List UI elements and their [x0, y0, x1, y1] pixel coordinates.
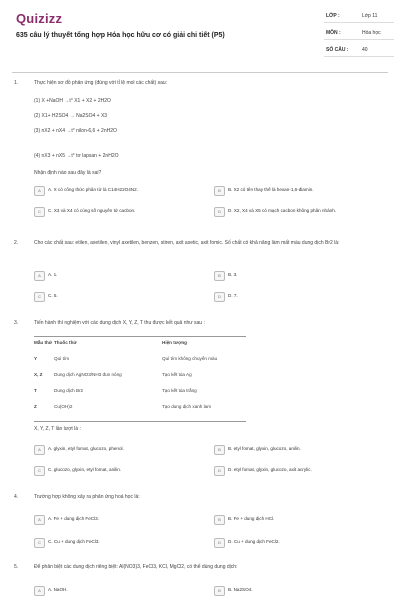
option-text: D. Cu + dung dịch FeCl2. — [228, 539, 280, 544]
question-text: Trường hợp không xảy ra phản ứng hoá học là: — [34, 494, 140, 500]
answer-option-a[interactable] — [34, 585, 208, 595]
answer-option-a[interactable] — [34, 444, 208, 454]
answer-option-a[interactable] — [34, 270, 208, 280]
answer-option-a[interactable] — [34, 185, 208, 195]
table-cell: T — [34, 388, 37, 393]
table-cell: Cu(OH)2 — [54, 404, 73, 409]
answer-option-b[interactable] — [214, 514, 388, 524]
question-prompt: Nhận định nào sau đây là sai? — [34, 170, 102, 176]
answer-option-d[interactable] — [214, 465, 388, 475]
meta-value: Hóa học — [362, 30, 381, 36]
option-text: D. etyl fomat, glyxin, glucozo, axit acrylic. — [228, 467, 312, 472]
reaction-line: (4) nX3 + nX5 →t° tơ lapsan + 2nH2O — [34, 153, 119, 159]
option-text: D. X2, X4 và X5 có mạch cacbon không phân nhánh. — [228, 208, 337, 213]
answer-option-b[interactable] — [214, 444, 388, 454]
option-letter: D — [214, 207, 225, 217]
table-cell: Quì tím — [54, 356, 70, 361]
results-table — [34, 336, 246, 422]
answer-option-c[interactable] — [34, 206, 208, 216]
table-cell: Tạo dung dịch xanh lam — [162, 404, 212, 409]
document-title: 635 câu lý thuyết tổng hợp Hóa học hữu cơ có giải chi tiết (P5) — [16, 32, 225, 39]
option-text: A. Fe + dung dịch FeCl3. — [48, 516, 99, 521]
table-cell: Y — [34, 356, 38, 361]
option-letter: D — [214, 292, 225, 302]
table-header: Hiện tượng — [162, 340, 187, 345]
question-number: 5. — [14, 564, 19, 570]
table-cell: Tạo kết tủa trắng — [162, 388, 197, 393]
table-row — [34, 369, 246, 381]
meta-label: SỐ CÂU : — [326, 47, 349, 53]
question-text: Thực hiện sơ đồ phản ứng (đúng với tỉ lệ mol các chất) sau: — [34, 80, 168, 86]
table-cell: Z — [34, 404, 37, 409]
quizizz-logo: Quizizz — [16, 11, 63, 26]
answer-option-c[interactable] — [34, 291, 208, 301]
answer-option-d[interactable] — [214, 206, 388, 216]
option-letter: C — [34, 292, 45, 302]
option-letter: C — [34, 466, 45, 476]
option-text: A. NaOH. — [48, 587, 68, 592]
option-text: A. glyxin, etyl fomat, glucozo, phenol. — [48, 446, 124, 451]
option-letter: A — [34, 586, 45, 596]
answer-option-b[interactable] — [214, 185, 388, 195]
table-cell: X, Z — [34, 372, 43, 377]
table-row — [34, 353, 246, 365]
question-prompt: X, Y, Z, T lần lượt là : — [34, 426, 81, 432]
option-text: A. 1. — [48, 272, 58, 277]
option-letter: B — [214, 586, 225, 596]
table-cell: Quì tím không chuyển màu — [162, 356, 218, 361]
option-letter: A — [34, 271, 45, 281]
table-cell: Tạo kết tủa Ag — [162, 372, 192, 377]
answer-option-b[interactable] — [214, 270, 388, 280]
option-text: C. 5. — [48, 293, 58, 298]
option-letter: A — [34, 515, 45, 525]
question-text: Tiến hành thí nghiệm với các dung dịch X, Y, Z, T thu được kết quả như sau : — [34, 320, 205, 326]
answer-option-d[interactable] — [214, 537, 388, 547]
option-letter: B — [214, 515, 225, 525]
option-letter: C — [34, 538, 45, 548]
reaction-line: (1) X +NaOH →t° X1 + X2 + 2H2O — [34, 98, 111, 104]
option-text: C. Cu + dung dịch FeCl3. — [48, 539, 100, 544]
question-text: Để phân biệt các dung dịch riêng biệt: Al(NO3)3, FeCl3, KCl, MgCl2, có thể dùng dung dịch: — [34, 564, 238, 570]
answer-option-b[interactable] — [214, 585, 388, 595]
table-header-row — [34, 337, 246, 349]
question-number: 3. — [14, 320, 19, 326]
header-divider — [12, 72, 388, 73]
meta-value: Lớp 11 — [362, 13, 378, 19]
question-number: 2. — [14, 240, 19, 246]
table-header: Thuốc thử — [54, 340, 77, 345]
table-row — [34, 401, 246, 413]
meta-value: 40 — [362, 47, 368, 53]
answer-option-c[interactable] — [34, 465, 208, 475]
option-text: C. X3 và X4 có cùng số nguyên tử cacbon. — [48, 208, 136, 213]
question-text: Cho các chất sau: etilen, axetilen, vinyl axetilen, benzen, stiren, axit axetic, axit fomic. Số chất có khả năng làm mất màu dung dịch Br2 là: — [34, 240, 340, 246]
question-number: 4. — [14, 494, 19, 500]
option-text: B. 3. — [228, 272, 238, 277]
table-header: Mẫu thử — [34, 340, 53, 345]
option-letter: B — [214, 445, 225, 455]
option-letter: B — [214, 271, 225, 281]
question-number: 1. — [14, 80, 19, 86]
option-text: A. X có công thức phân tử là C14H22O4N2. — [48, 187, 138, 192]
option-text: C. glucozo, glyxin, etyl fomat, anilin. — [48, 467, 122, 472]
option-letter: B — [214, 186, 225, 196]
reaction-line: (2) X1+ H2SO4 → Na2SO4 + X3 — [34, 113, 108, 119]
option-text: B. X2 có tên thay thế là hexan-1,6-điamin. — [228, 187, 314, 192]
meta-label: LỚP : — [326, 13, 340, 19]
option-text: B. Fe + dung dịch HCl. — [228, 516, 275, 521]
table-cell: Dung dịch AgNO3/NH3 đun nóng — [54, 372, 122, 377]
worksheet-header — [0, 0, 400, 72]
meta-label: MÔN : — [326, 30, 341, 36]
option-letter: A — [34, 186, 45, 196]
option-text: B. Na2SO4. — [228, 587, 253, 592]
option-letter: D — [214, 466, 225, 476]
answer-option-c[interactable] — [34, 537, 208, 547]
option-letter: A — [34, 445, 45, 455]
option-letter: D — [214, 538, 225, 548]
option-letter: C — [34, 207, 45, 217]
answer-option-d[interactable] — [214, 291, 388, 301]
reaction-line: (3) nX2 + nX4 →t° nilon-6,6 + 2nH2O — [34, 128, 117, 134]
option-text: D. 7. — [228, 293, 238, 298]
table-row — [34, 385, 246, 397]
option-text: B. etyl fomat, glyxin, glucozo, anilin. — [228, 446, 301, 451]
answer-option-a[interactable] — [34, 514, 208, 524]
table-cell: Dung dịch Br2 — [54, 388, 84, 393]
